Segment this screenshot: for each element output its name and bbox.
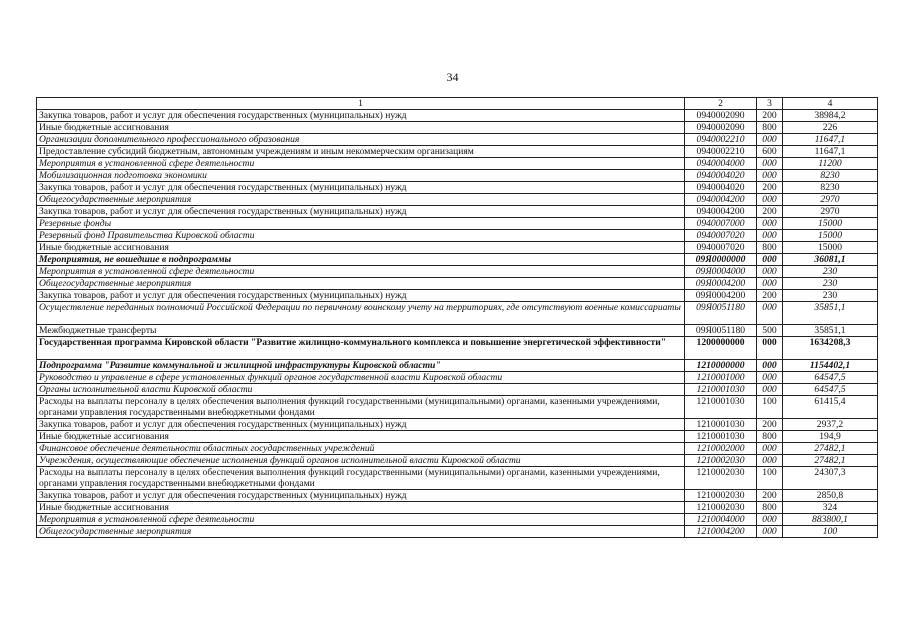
row-type-cell: 000 xyxy=(757,254,783,266)
row-code-cell: 0940002090 xyxy=(685,122,757,134)
table-row xyxy=(37,170,878,182)
row-name-cell: Осуществление переданных полномочий Российской Федерации по первичному воинскому учету на территориях, где отсутствуют военные комиссариаты xyxy=(37,302,685,325)
row-name-cell: Общегосударственные мероприятия xyxy=(37,526,685,538)
row-sum-cell: 230 xyxy=(783,278,878,290)
row-sum-cell: 35851,1 xyxy=(783,325,878,337)
row-code-cell: 1210004000 xyxy=(685,514,757,526)
budget-table-body xyxy=(37,98,878,538)
row-name-cell: Мероприятия в установленной сфере деятельности xyxy=(37,514,685,526)
header-col-1: 1 xyxy=(37,98,685,110)
row-sum-cell: 194,9 xyxy=(783,431,878,443)
row-code-cell: 0940007020 xyxy=(685,230,757,242)
row-code-cell: 0940002090 xyxy=(685,110,757,122)
row-name-cell: Финансовое обеспечение деятельности областных государственных учреждений xyxy=(37,443,685,455)
table-row xyxy=(37,337,878,360)
row-sum-cell: 8230 xyxy=(783,182,878,194)
row-type-cell: 000 xyxy=(757,360,783,372)
row-sum-cell: 2937,2 xyxy=(783,419,878,431)
row-name-cell: Закупка товаров, работ и услуг для обеспечения государственных (муниципальных) нужд xyxy=(37,110,685,122)
row-name-cell: Подпрограмма "Развитие коммунальной и жилищной инфраструктуры Кировской области" xyxy=(37,360,685,372)
row-code-cell: 09Я0051180 xyxy=(685,325,757,337)
row-type-cell: 000 xyxy=(757,230,783,242)
row-code-cell: 1200000000 xyxy=(685,337,757,360)
row-sum-cell: 38984,2 xyxy=(783,110,878,122)
row-type-cell: 000 xyxy=(757,134,783,146)
table-row xyxy=(37,384,878,396)
row-type-cell: 000 xyxy=(757,526,783,538)
row-code-cell: 1210004200 xyxy=(685,526,757,538)
table-row xyxy=(37,431,878,443)
row-code-cell: 1210001000 xyxy=(685,372,757,384)
row-name-cell: Закупка товаров, работ и услуг для обеспечения государственных (муниципальных) нужд xyxy=(37,419,685,431)
row-sum-cell: 15000 xyxy=(783,242,878,254)
row-name-cell: Межбюджетные трансферты xyxy=(37,325,685,337)
row-sum-cell: 36081,1 xyxy=(783,254,878,266)
row-name-cell: Мероприятия в установленной сфере деятельности xyxy=(37,266,685,278)
row-code-cell: 09Я0051180 xyxy=(685,302,757,325)
row-code-cell: 1210001030 xyxy=(685,396,757,419)
table-row xyxy=(37,158,878,170)
row-sum-cell: 64547,5 xyxy=(783,384,878,396)
row-code-cell: 1210001030 xyxy=(685,384,757,396)
table-row xyxy=(37,490,878,502)
row-type-cell: 000 xyxy=(757,278,783,290)
row-sum-cell: 324 xyxy=(783,502,878,514)
row-name-cell: Государственная программа Кировской области "Развитие жилищно-коммунального комплекса и повышение энергетической эффективности" xyxy=(37,337,685,360)
row-type-cell: 200 xyxy=(757,182,783,194)
row-code-cell: 0940004000 xyxy=(685,158,757,170)
row-code-cell: 1210001030 xyxy=(685,419,757,431)
row-type-cell: 000 xyxy=(757,455,783,467)
row-type-cell: 800 xyxy=(757,502,783,514)
row-code-cell: 1210000000 xyxy=(685,360,757,372)
row-sum-cell: 35851,1 xyxy=(783,302,878,325)
table-row xyxy=(37,266,878,278)
row-name-cell: Закупка товаров, работ и услуг для обеспечения государственных (муниципальных) нужд xyxy=(37,290,685,302)
row-code-cell: 1210002000 xyxy=(685,443,757,455)
row-sum-cell: 2850,8 xyxy=(783,490,878,502)
table-row xyxy=(37,194,878,206)
row-code-cell: 0940002210 xyxy=(685,134,757,146)
row-type-cell: 200 xyxy=(757,290,783,302)
table-row xyxy=(37,360,878,372)
row-code-cell: 0940007020 xyxy=(685,242,757,254)
row-code-cell: 09Я0004000 xyxy=(685,266,757,278)
table-row xyxy=(37,278,878,290)
row-name-cell: Иные бюджетные ассигнования xyxy=(37,502,685,514)
row-sum-cell: 15000 xyxy=(783,230,878,242)
row-sum-cell: 11647,1 xyxy=(783,146,878,158)
table-row xyxy=(37,372,878,384)
row-name-cell: Общегосударственные мероприятия xyxy=(37,278,685,290)
table-row xyxy=(37,396,878,419)
row-code-cell: 0940004200 xyxy=(685,194,757,206)
row-name-cell: Органы исполнительной власти Кировской области xyxy=(37,384,685,396)
row-name-cell: Учреждения, осуществляющие обеспечение исполнения функций органов исполнительной власти Кировской области xyxy=(37,455,685,467)
header-col-2: 2 xyxy=(685,98,757,110)
table-row xyxy=(37,467,878,490)
row-code-cell: 0940002210 xyxy=(685,146,757,158)
row-type-cell: 800 xyxy=(757,122,783,134)
row-type-cell: 200 xyxy=(757,419,783,431)
row-sum-cell: 64547,5 xyxy=(783,372,878,384)
table-row xyxy=(37,182,878,194)
row-name-cell: Мероприятия, не вошедшие в подпрограммы xyxy=(37,254,685,266)
row-sum-cell: 2970 xyxy=(783,194,878,206)
row-type-cell: 000 xyxy=(757,158,783,170)
row-code-cell: 1210002030 xyxy=(685,455,757,467)
row-sum-cell: 24307,3 xyxy=(783,467,878,490)
row-code-cell: 09Я0004200 xyxy=(685,278,757,290)
row-type-cell: 000 xyxy=(757,266,783,278)
row-type-cell: 000 xyxy=(757,337,783,360)
table-row xyxy=(37,443,878,455)
row-sum-cell: 61415,4 xyxy=(783,396,878,419)
row-sum-cell: 27482,1 xyxy=(783,443,878,455)
row-name-cell: Предоставление субсидий бюджетным, автономным учреждениям и иным некоммерческим организациям xyxy=(37,146,685,158)
row-code-cell: 0940007000 xyxy=(685,218,757,230)
row-code-cell: 0940004020 xyxy=(685,170,757,182)
row-name-cell: Мобилизационная подготовка экономики xyxy=(37,170,685,182)
row-name-cell: Расходы на выплаты персоналу в целях обеспечения выполнения функций государственными (муниципальными) органами, казенными учреждениями, органами управления государственными внебюджетными фондами xyxy=(37,467,685,490)
table-row xyxy=(37,290,878,302)
row-name-cell: Руководство и управление в сфере установленных функций органов государственной власти Кировской области xyxy=(37,372,685,384)
row-sum-cell: 2970 xyxy=(783,206,878,218)
row-code-cell: 09Я0004200 xyxy=(685,290,757,302)
table-row xyxy=(37,254,878,266)
table-row xyxy=(37,455,878,467)
table-row xyxy=(37,122,878,134)
row-name-cell: Иные бюджетные ассигнования xyxy=(37,122,685,134)
table-row xyxy=(37,526,878,538)
row-sum-cell: 11200 xyxy=(783,158,878,170)
table-row xyxy=(37,110,878,122)
table-header-row xyxy=(37,98,878,110)
table-row xyxy=(37,206,878,218)
row-type-cell: 600 xyxy=(757,146,783,158)
row-code-cell: 0940004200 xyxy=(685,206,757,218)
table-row xyxy=(37,502,878,514)
row-type-cell: 000 xyxy=(757,443,783,455)
table-row xyxy=(37,242,878,254)
row-type-cell: 200 xyxy=(757,110,783,122)
row-type-cell: 000 xyxy=(757,384,783,396)
row-sum-cell: 883800,1 xyxy=(783,514,878,526)
header-col-3: 3 xyxy=(757,98,783,110)
row-type-cell: 000 xyxy=(757,302,783,325)
row-sum-cell: 8230 xyxy=(783,170,878,182)
row-type-cell: 000 xyxy=(757,372,783,384)
row-name-cell: Закупка товаров, работ и услуг для обеспечения государственных (муниципальных) нужд xyxy=(37,490,685,502)
row-type-cell: 100 xyxy=(757,396,783,419)
row-name-cell: Резервные фонды xyxy=(37,218,685,230)
row-name-cell: Резервный фонд Правительства Кировской области xyxy=(37,230,685,242)
row-sum-cell: 11647,1 xyxy=(783,134,878,146)
row-name-cell: Иные бюджетные ассигнования xyxy=(37,242,685,254)
row-code-cell: 0940004020 xyxy=(685,182,757,194)
table-row xyxy=(37,134,878,146)
row-type-cell: 100 xyxy=(757,467,783,490)
row-type-cell: 000 xyxy=(757,194,783,206)
row-sum-cell: 1634208,3 xyxy=(783,337,878,360)
budget-table xyxy=(36,97,878,538)
table-row xyxy=(37,419,878,431)
row-sum-cell: 100 xyxy=(783,526,878,538)
row-sum-cell: 1154402,1 xyxy=(783,360,878,372)
row-type-cell: 200 xyxy=(757,490,783,502)
table-row xyxy=(37,325,878,337)
row-name-cell: Расходы на выплаты персоналу в целях обеспечения выполнения функций государственными (муниципальными) органами, казенными учреждениями, органами управления государственными внебюджетными фондами xyxy=(37,396,685,419)
row-name-cell: Общегосударственные мероприятия xyxy=(37,194,685,206)
row-code-cell: 1210002030 xyxy=(685,467,757,490)
table-row xyxy=(37,146,878,158)
row-type-cell: 000 xyxy=(757,218,783,230)
row-type-cell: 000 xyxy=(757,514,783,526)
row-sum-cell: 226 xyxy=(783,122,878,134)
table-row xyxy=(37,218,878,230)
row-sum-cell: 230 xyxy=(783,290,878,302)
row-type-cell: 800 xyxy=(757,242,783,254)
table-row xyxy=(37,230,878,242)
row-code-cell: 1210001030 xyxy=(685,431,757,443)
row-type-cell: 500 xyxy=(757,325,783,337)
row-sum-cell: 15000 xyxy=(783,218,878,230)
row-type-cell: 000 xyxy=(757,170,783,182)
header-col-4: 4 xyxy=(783,98,878,110)
row-name-cell: Закупка товаров, работ и услуг для обеспечения государственных (муниципальных) нужд xyxy=(37,206,685,218)
row-type-cell: 800 xyxy=(757,431,783,443)
row-sum-cell: 230 xyxy=(783,266,878,278)
row-name-cell: Закупка товаров, работ и услуг для обеспечения государственных (муниципальных) нужд xyxy=(37,182,685,194)
row-type-cell: 200 xyxy=(757,206,783,218)
row-name-cell: Мероприятия в установленной сфере деятельности xyxy=(37,158,685,170)
row-name-cell: Иные бюджетные ассигнования xyxy=(37,431,685,443)
table-row xyxy=(37,302,878,325)
row-name-cell: Организации дополнительного профессионального образования xyxy=(37,134,685,146)
row-sum-cell: 27482,1 xyxy=(783,455,878,467)
page-number: 34 xyxy=(446,70,459,84)
table-row xyxy=(37,514,878,526)
row-code-cell: 1210002030 xyxy=(685,490,757,502)
row-code-cell: 09Я0000000 xyxy=(685,254,757,266)
row-code-cell: 1210002030 xyxy=(685,502,757,514)
